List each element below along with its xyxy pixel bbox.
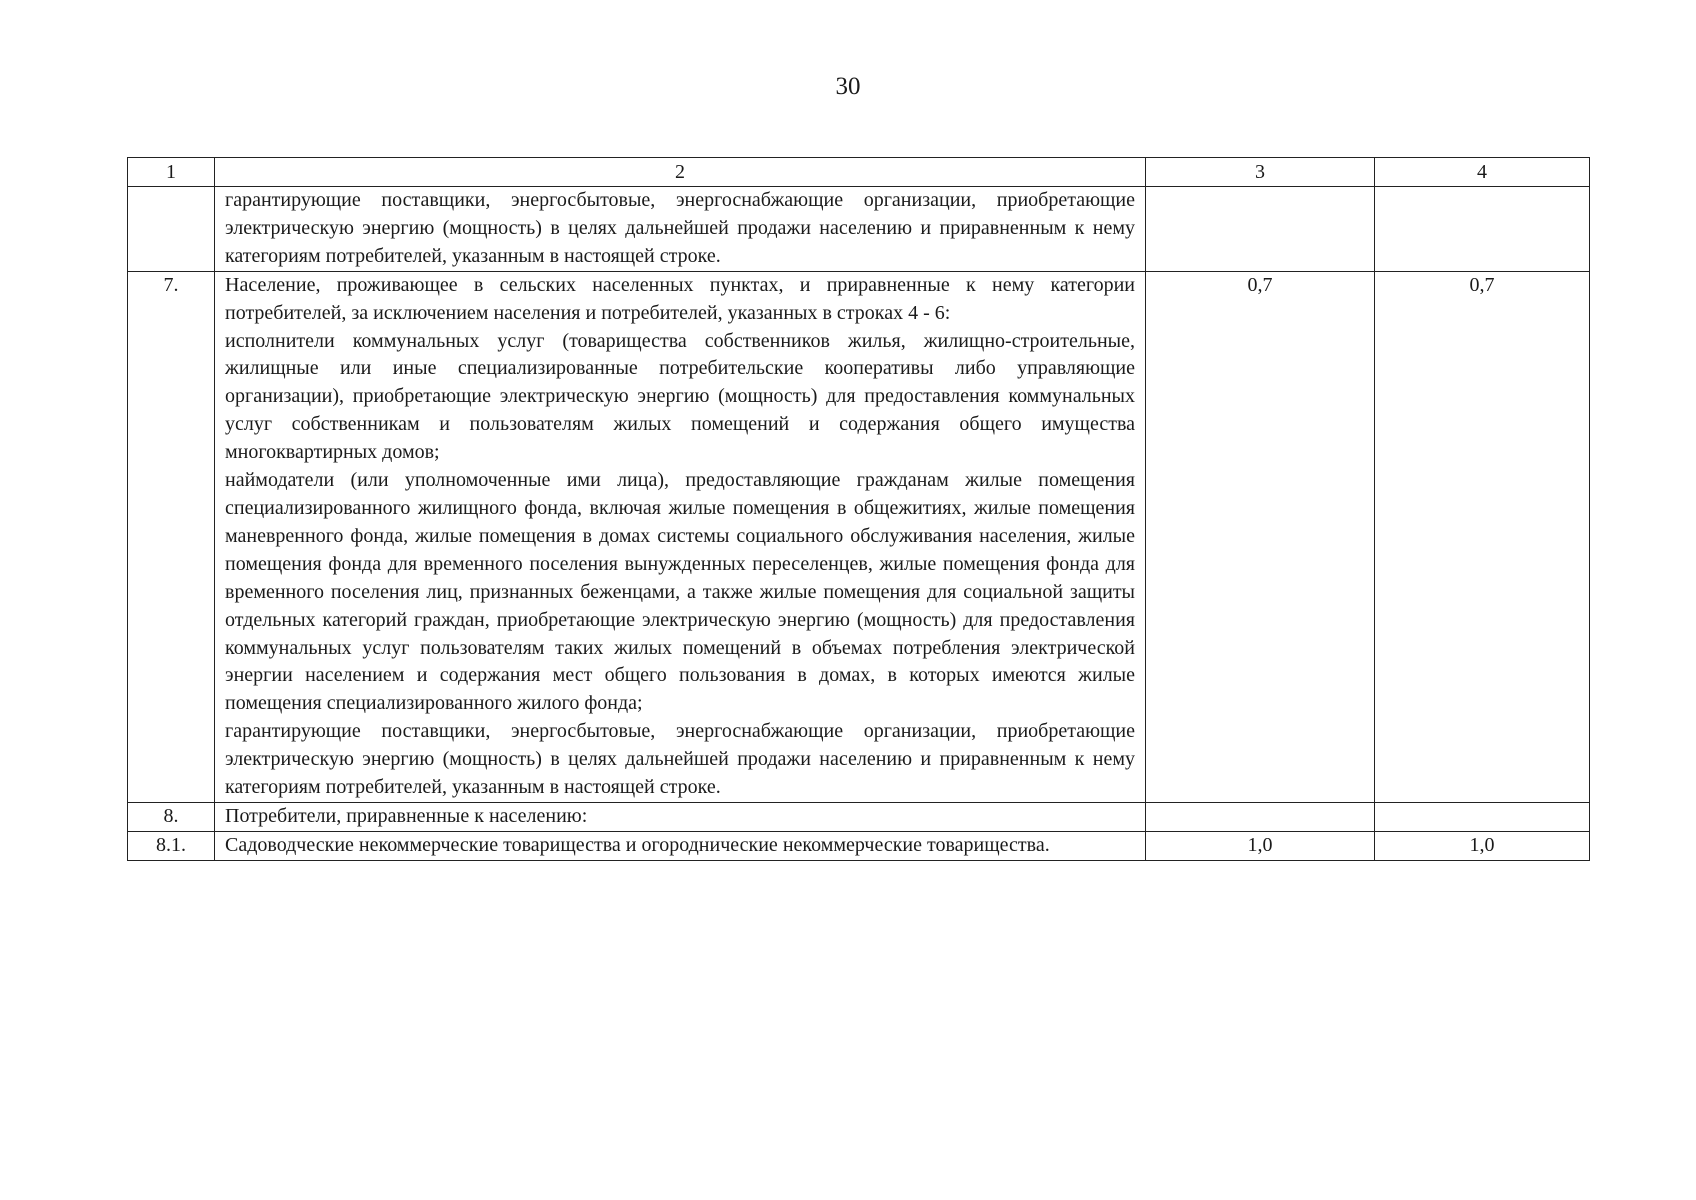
header-col-3: 3 [1146, 158, 1375, 187]
row-value-col-3 [1146, 187, 1375, 272]
row-paragraph: Садоводческие некоммерческие товарищества и огороднические некоммерческие товарищества. [225, 833, 1050, 856]
row-value-col-4: 1,0 [1375, 831, 1590, 860]
header-col-4: 4 [1375, 158, 1590, 187]
row-value-col-4 [1375, 187, 1590, 272]
row-paragraph: гарантирующие поставщики, энергосбытовые, энергоснабжающие организации, приобретающие электрическую энергию (мощность) в целях дальнейшей продажи населению и приравненным к нему категориям потребителей, указанным в настоящей строке. [225, 189, 1135, 267]
row-value-col-4 [1375, 802, 1590, 831]
table-row-8-1 [128, 831, 1590, 860]
header-col-1: 1 [128, 158, 215, 187]
row-value-col-3 [1146, 802, 1375, 831]
row-paragraph: Потребители, приравненные к населению: [225, 804, 588, 827]
page-number: 30 [835, 73, 861, 100]
row-number [128, 187, 215, 272]
table-header-row [128, 158, 1590, 187]
table-row-7 [128, 271, 1590, 802]
row-paragraph: исполнители коммунальных услуг (товарищества собственников жилья, жилищно-строительные, жилищные или иные специализированные потребительские кооперативы либо управляющие организации), приобретающие электрическую энергию (мощность) для предоставления коммунальных услуг собственникам и пользователям жилых помещений и содержания общего имущества многоквартирных домов; [225, 329, 1135, 464]
row-number: 8.1. [128, 831, 215, 860]
coefficients-table [127, 157, 1590, 861]
header-col-2: 2 [215, 158, 1146, 187]
row-number: 8. [128, 802, 215, 831]
row-paragraph: наймодатели (или уполномоченные ими лица), предоставляющие гражданам жилые помещения специализированного жилищного фонда, включая жилые помещения в общежитиях, жилые помещения маневренного фонда, жилые помещения в домах системы социального обслуживания населения, жилые помещения фонда для временного поселения вынужденных переселенцев, жилые помещения фонда для временного поселения лиц, признанных беженцами, а также жилые помещения для социальной защиты отдельных категорий граждан, приобретающие электрическую энергию (мощность) для предоставления коммунальных услуг пользователям таких жилых помещений в объемах потребления электрической энергии населением и содержания мест общего пользования в домах, в которых имеются жилые помещения специализированного жилого фонда; [225, 469, 1135, 715]
row-description [215, 802, 1146, 831]
row-number: 7. [128, 271, 215, 802]
table-row-8 [128, 802, 1590, 831]
row-paragraph: Население, проживающее в сельских населенных пунктах, и приравненные к нему категории потребителей, за исключением населения и потребителей, указанных в строках 4 - 6: [225, 273, 1135, 324]
row-description [215, 187, 1146, 272]
row-paragraph: гарантирующие поставщики, энергосбытовые, энергоснабжающие организации, приобретающие электрическую энергию (мощность) в целях дальнейшей продажи населению и приравненным к нему категориям потребителей, указанным в настоящей строке. [225, 720, 1135, 799]
table-row-continuation [128, 187, 1590, 272]
row-description [215, 271, 1146, 802]
row-description [215, 831, 1146, 860]
row-value-col-4: 0,7 [1375, 271, 1590, 802]
row-value-col-3: 0,7 [1146, 271, 1375, 802]
row-value-col-3: 1,0 [1146, 831, 1375, 860]
